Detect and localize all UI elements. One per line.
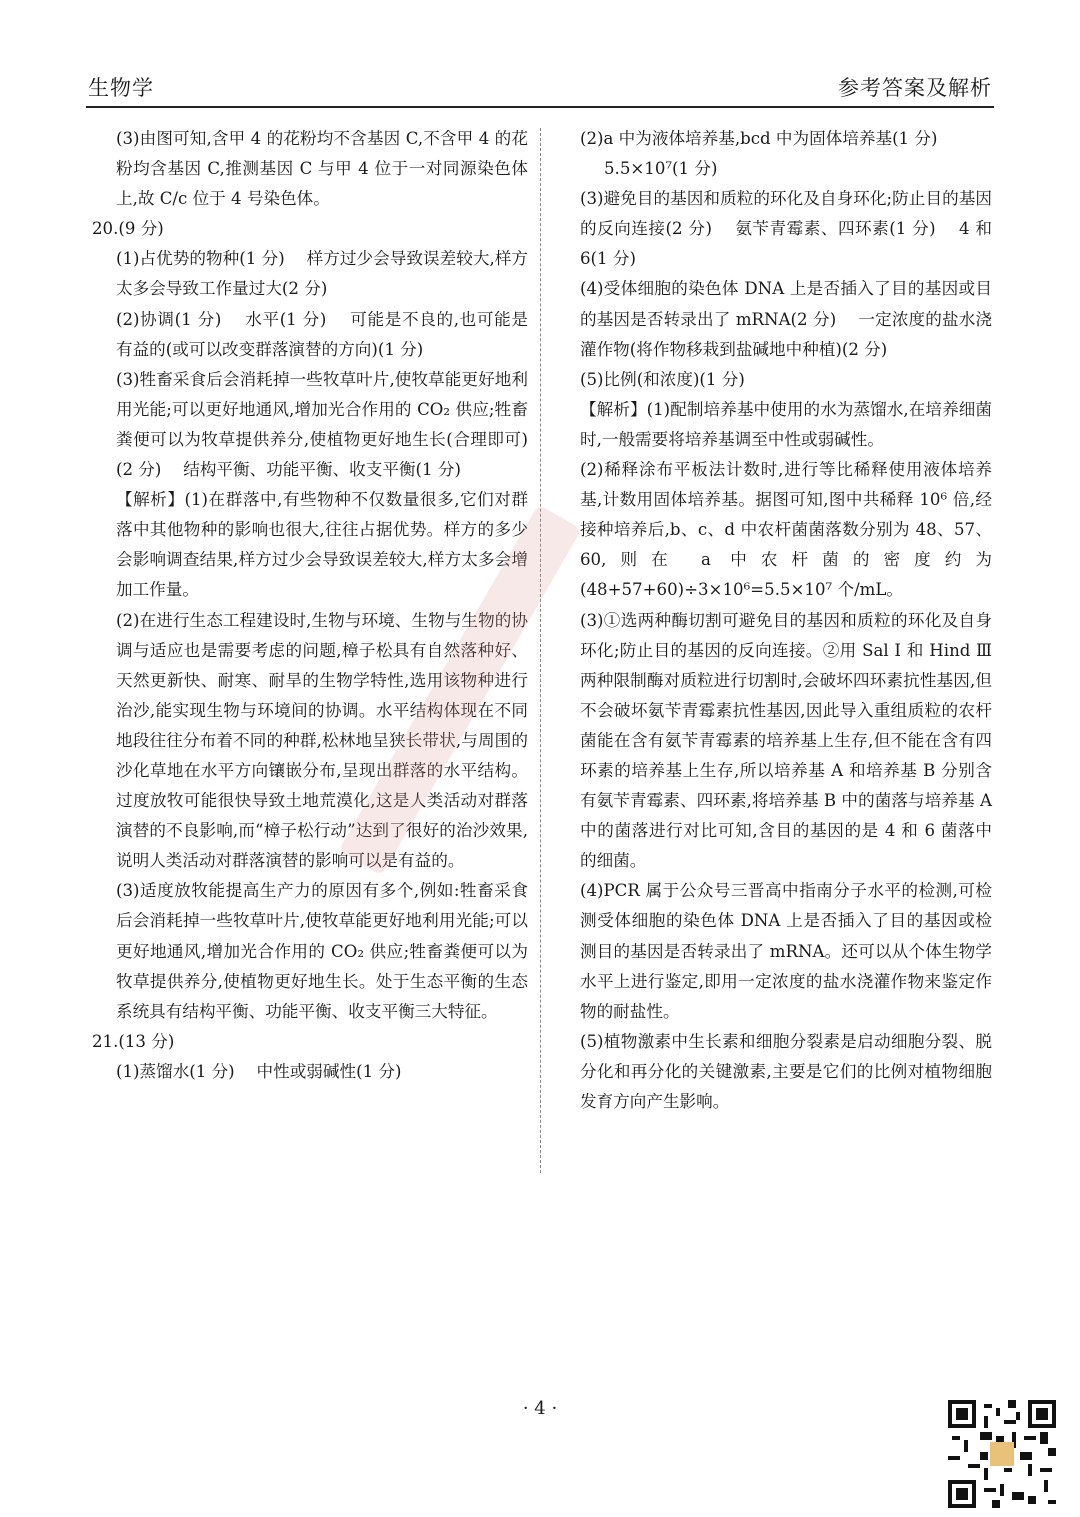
paragraph: 5.5×10⁷(1 分)	[604, 159, 718, 179]
header-rule	[86, 106, 994, 108]
page-header	[88, 66, 992, 102]
column-divider	[540, 128, 541, 1173]
paragraph: (3)避免目的基因和质粒的环化及自身环化;防止目的基因的反向连接(2 分) 氨苄青霉素、四环素(1 分) 4 和 6(1 分)	[580, 189, 992, 269]
paragraph: (5)植物激素中生长素和细胞分裂素是启动细胞分裂、脱分化和再分化的关键激素,主要是它们的比例对植物细胞发育方向产生影响。	[580, 1031, 992, 1111]
paragraph: (1)占优势的物种(1 分) 样方过少会导致误差较大,样方太多会导致工作量过大(2 分)	[116, 249, 528, 299]
paragraph: 【解析】(1)配制培养基中使用的水为蒸馏水,在培养细菌时,一般需要将培养基调至中性或弱碱性。	[580, 399, 992, 449]
paragraph: 20.(9 分)	[92, 219, 164, 239]
subject-title: 生物学	[88, 76, 154, 100]
paragraph: (2)协调(1 分) 水平(1 分) 可能是不良的,也可能是有益的(或可以改变群落演替的方向)(1 分)	[116, 309, 528, 359]
paragraph: (4)PCR 属于公众号三晋高中指南分子水平的检测,可检测受体细胞的染色体 DNA 上是否插入了目的基因或检测目的基因是否转录出了 mRNA。还可以从个体生物学水平上进行鉴定,即用一定浓度的盐水浇灌作物来鉴定作物的耐盐性。	[580, 881, 992, 1021]
paragraph: (2)在进行生态工程建设时,生物与环境、生物与生物的协调与适应也是需要考虑的问题,樟子松具有自然落种好、天然更新快、耐寒、耐旱的生物学特性,选用该物种进行治沙,能实现生物与环境间的协调。水平结构体现在不同地段往往分布着不同的种群,松林地呈狭长带状,与周围的沙化草地在水平方向镶嵌分布,呈现出群落的水平结构。过度放牧可能很快导致土地荒漠化,这是人类活动对群落演替的不良影响,而“樟子松行动”达到了很好的治沙效果,说明人类活动对群落演替的影响可以是有益的。	[116, 610, 528, 871]
paragraph: (2)a 中为液体培养基,bcd 中为固体培养基(1 分)	[580, 129, 938, 148]
page-number: · 4 ·	[522, 1398, 558, 1419]
qr-code-icon	[948, 1400, 1056, 1508]
paragraph: (3)适度放牧能提高生产力的原因有多个,例如:牲畜采食后会消耗掉一些牧草叶片,使牧草能更好地利用光能;可以更好地通风,增加光合作用的 CO₂ 供应;牲畜粪便可以为牧草提供养分,使植物更好地生长。处于生态平衡的生态系统具有结构平衡、功能平衡、收支平衡三大特征。	[116, 881, 528, 1021]
paragraph: (1)蒸馏水(1 分) 中性或弱碱性(1 分)	[116, 1061, 402, 1081]
right-column	[580, 124, 992, 1117]
paragraph: (3)①选两种酶切割可避免目的基因和质粒的环化及自身环化;防止目的基因的反向连接。②用 Sal Ⅰ 和 Hind Ⅲ 两种限制酶对质粒进行切割时,会破坏四环素抗性基因,但不会破坏氨苄青霉素抗性基因,因此导入重组质粒的农杆菌能在含有氨苄青霉素的培养基上生存,但不能在含有四环素的培养基上生存,所以培养基 A 和培养基 B 分别含有氨苄青霉素、四环素,将培养基 B 中的菌落与培养基 A 中的菌落进行对比可知,含目的基因的是 4 和 6 菌落中的细菌。	[580, 610, 992, 871]
left-column	[92, 124, 528, 1087]
paragraph: (3)由图可知,含甲 4 的花粉均不含基因 C,不含甲 4 的花粉均含基因 C,推测基因 C 与甲 4 位于一对同源染色体上,故 C/c 位于 4 号染色体。	[116, 129, 528, 209]
paragraph: (2)稀释涂布平板法计数时,进行等比稀释使用液体培养基,计数用固体培养基。据图可知,图中共稀释 10⁶ 倍,经接种培养后,b、c、d 中农杆菌菌落数分别为 48、57、60,则在 a 中农杆菌的密度约为(48+57+60)÷3×10⁶=5.5×10⁷ 个/mL。	[580, 460, 992, 600]
paragraph: (5)比例(和浓度)(1 分)	[580, 369, 745, 389]
paragraph: 【解析】(1)在群落中,有些物种不仅数量很多,它们对群落中其他物种的影响也很大,往往占据优势。样方的多少会影响调查结果,样方过少会导致误差较大,样方太多会增加工作量。	[116, 490, 528, 600]
paragraph: 21.(13 分)	[92, 1031, 175, 1051]
paragraph: (4)受体细胞的染色体 DNA 上是否插入了目的基因或目的基因是否转录出了 mRNA(2 分) 一定浓度的盐水浇灌作物(将作物移栽到盐碱地中种植)(2 分)	[580, 279, 992, 359]
section-title: 参考答案及解析	[838, 76, 992, 100]
paragraph: (3)牲畜采食后会消耗掉一些牧草叶片,使牧草能更好地利用光能;可以更好地通风,增加光合作用的 CO₂ 供应;牲畜粪便可以为牧草提供养分,使植物更好地生长(合理即可)(2 分) 结构平衡、功能平衡、收支平衡(1 分)	[116, 369, 528, 480]
